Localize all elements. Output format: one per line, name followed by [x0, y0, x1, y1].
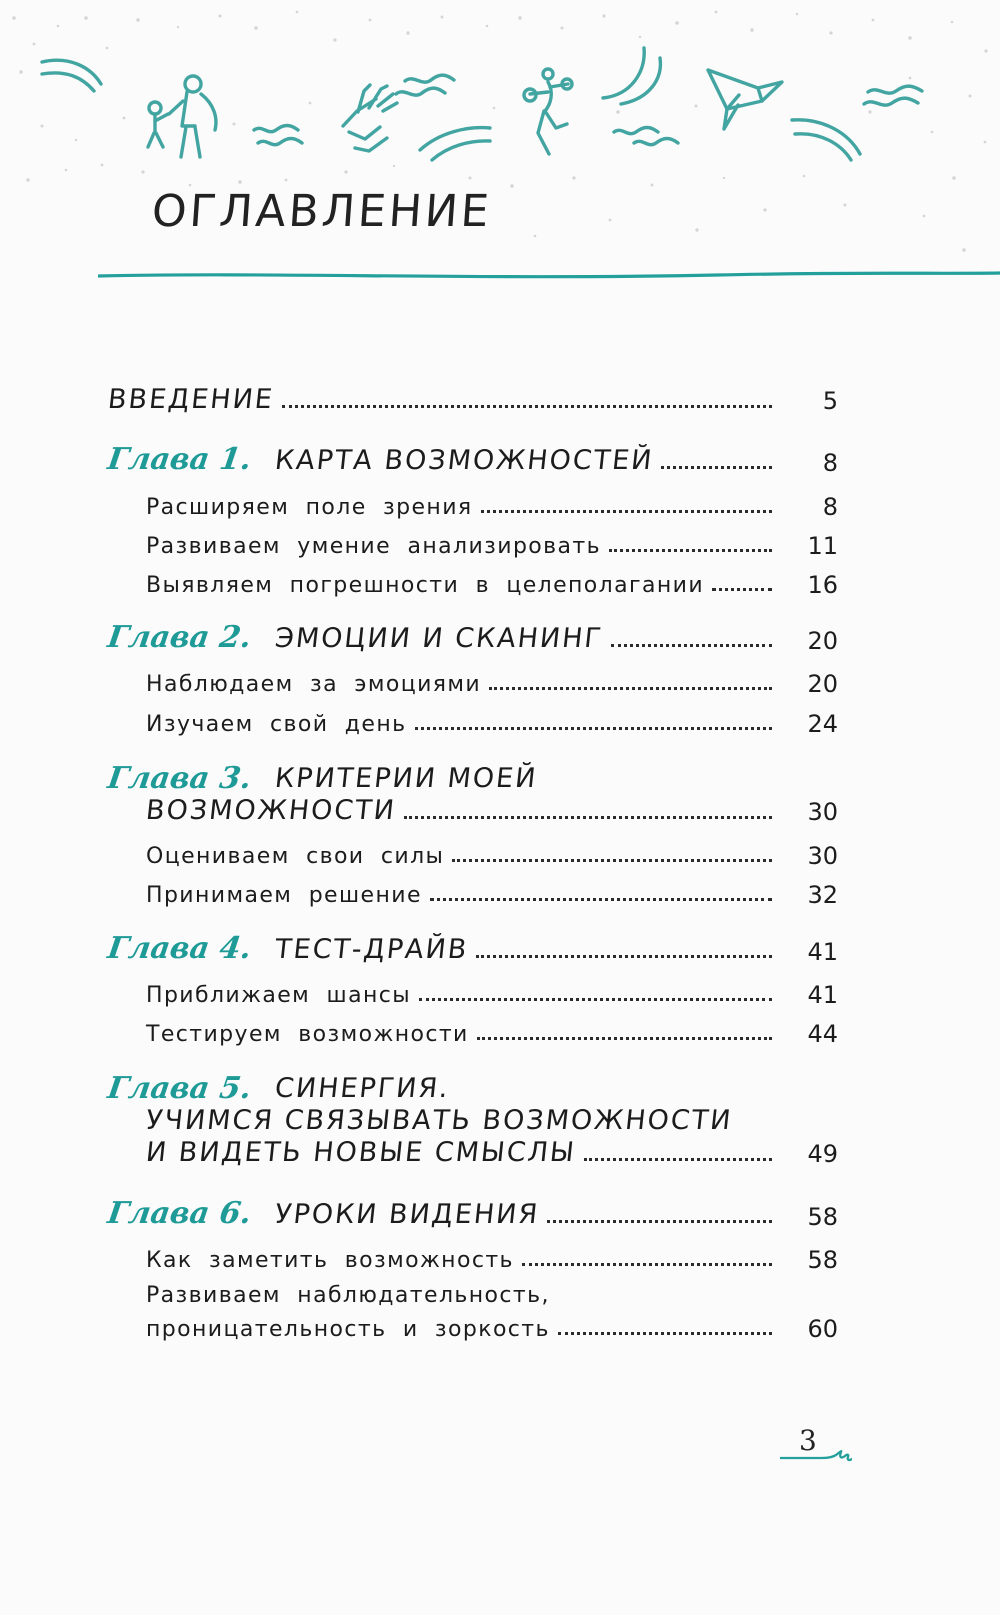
toc-section[interactable] — [146, 711, 838, 737]
toc-section[interactable] — [146, 982, 838, 1008]
leader-dots — [404, 815, 772, 819]
toc-entry-introduction[interactable] — [108, 385, 838, 415]
leader-dots — [558, 1331, 772, 1335]
toc-entry-chapter-3-continuation[interactable] — [146, 795, 838, 826]
leader-dots — [547, 1219, 772, 1223]
chapter-title-line-1: КРИТЕРИИ МОЕЙ — [273, 762, 539, 794]
page-number: 30 — [807, 798, 838, 826]
section-title: Наблюдаем за эмоциями — [146, 672, 482, 698]
toc-entry-chapter-6[interactable] — [105, 1196, 838, 1231]
toc-entry-chapter-5-line-3[interactable] — [146, 1137, 838, 1168]
leader-dots — [481, 509, 772, 513]
chapter-number: Глава 4. — [105, 931, 254, 966]
toc-section[interactable] — [146, 1247, 838, 1273]
chapter-title-line-3: И ВИДЕТЬ НОВЫЕ СМЫСЛЫ — [144, 1137, 578, 1168]
section-title-line-2: проницательность и зоркость — [146, 1317, 550, 1343]
toc-entry-chapter-1[interactable] — [105, 442, 838, 477]
toc-section[interactable] — [146, 533, 838, 559]
section-title: Тестируем возможности — [146, 1022, 469, 1048]
toc-section[interactable] — [146, 494, 838, 520]
chapter-title: УРОКИ ВИДЕНИЯ — [273, 1199, 541, 1231]
leader-dots — [452, 858, 772, 862]
page-number: 30 — [807, 842, 838, 870]
chapter-title-line-2: УЧИМСЯ СВЯЗЫВАТЬ ВОЗМОЖНОСТИ — [144, 1105, 734, 1136]
section-title: Оцениваем свои силы — [146, 844, 445, 870]
toc-entry-chapter-5-line-2[interactable] — [146, 1105, 838, 1136]
leader-dots — [415, 726, 773, 730]
chapter-number: Глава 5. — [105, 1071, 254, 1106]
folio-page-number: 3 — [799, 1424, 817, 1457]
page-number: 41 — [807, 937, 838, 966]
page-number: 20 — [807, 670, 838, 698]
toc-section[interactable] — [146, 882, 838, 908]
toc-entry-chapter-2[interactable] — [105, 620, 838, 655]
page-number: 20 — [807, 626, 838, 655]
toc-entry-chapter-5-heading[interactable] — [105, 1071, 838, 1106]
toc-section-line-1[interactable] — [146, 1284, 838, 1308]
chapter-title: ЭМОЦИИ И СКАНИНГ — [273, 623, 605, 655]
toc-section-line-2[interactable] — [146, 1316, 838, 1342]
leader-dots — [584, 1157, 772, 1161]
page-number: 16 — [807, 571, 838, 599]
page-number: 60 — [807, 1315, 838, 1343]
leader-dots — [611, 643, 772, 647]
toc-section[interactable] — [146, 1021, 838, 1047]
page-number: 8 — [822, 448, 838, 477]
page-number: 41 — [807, 981, 838, 1009]
chapter-title-line-1: СИНЕРГИЯ. — [273, 1072, 452, 1104]
leader-dots — [476, 954, 772, 958]
section-title: Приближаем шансы — [146, 983, 412, 1009]
leader-dots — [661, 465, 772, 469]
toc-section[interactable] — [146, 671, 838, 697]
toc-entry-chapter-3-heading[interactable] — [105, 761, 838, 796]
chapter-title: КАРТА ВОЗМОЖНОСТЕЙ — [273, 445, 656, 477]
page-number: 5 — [822, 387, 838, 416]
page-number: 8 — [822, 493, 838, 521]
page-number: 11 — [807, 532, 838, 560]
leader-dots — [489, 686, 772, 690]
entry-title: ВВЕДЕНИЕ — [106, 384, 276, 415]
toc-entry-chapter-4[interactable] — [105, 931, 838, 966]
chapter-number: Глава 6. — [105, 1196, 254, 1231]
section-title: Изучаем свой день — [146, 712, 407, 738]
leader-dots — [609, 548, 772, 552]
leader-dots — [282, 404, 772, 408]
section-title: Расширяем поле зрения — [146, 495, 473, 521]
leader-dots — [712, 587, 772, 591]
chapter-title-line-2: ВОЗМОЖНОСТИ — [144, 795, 398, 826]
page-number: 49 — [807, 1140, 838, 1168]
toc-section[interactable] — [146, 843, 838, 869]
section-title: Как заметить возможность — [146, 1248, 514, 1274]
section-title: Принимаем решение — [146, 883, 422, 909]
toc-section[interactable] — [146, 572, 838, 598]
leader-dots — [477, 1036, 772, 1040]
page-title: ОГЛАВЛЕНИЕ — [150, 186, 494, 237]
page-number: 32 — [807, 881, 838, 909]
page-number: 44 — [807, 1020, 838, 1048]
leader-dots — [522, 1262, 772, 1266]
section-title: Выявляем погрешности в целеполагании — [146, 573, 705, 599]
section-title-line-1: Развиваем наблюдательность, — [146, 1283, 550, 1308]
page-number: 58 — [807, 1202, 838, 1231]
section-title: Развиваем умение анализировать — [146, 534, 601, 560]
leader-dots — [430, 897, 772, 901]
chapter-number: Глава 3. — [105, 761, 254, 796]
folio-swash-icon — [780, 1428, 852, 1472]
page-number: 58 — [807, 1246, 838, 1274]
page-number: 24 — [807, 710, 838, 738]
leader-dots — [419, 997, 772, 1001]
chapter-title: ТЕСТ-ДРАЙВ — [273, 934, 470, 966]
chapter-number: Глава 2. — [105, 620, 254, 655]
chapter-number: Глава 1. — [105, 442, 254, 477]
